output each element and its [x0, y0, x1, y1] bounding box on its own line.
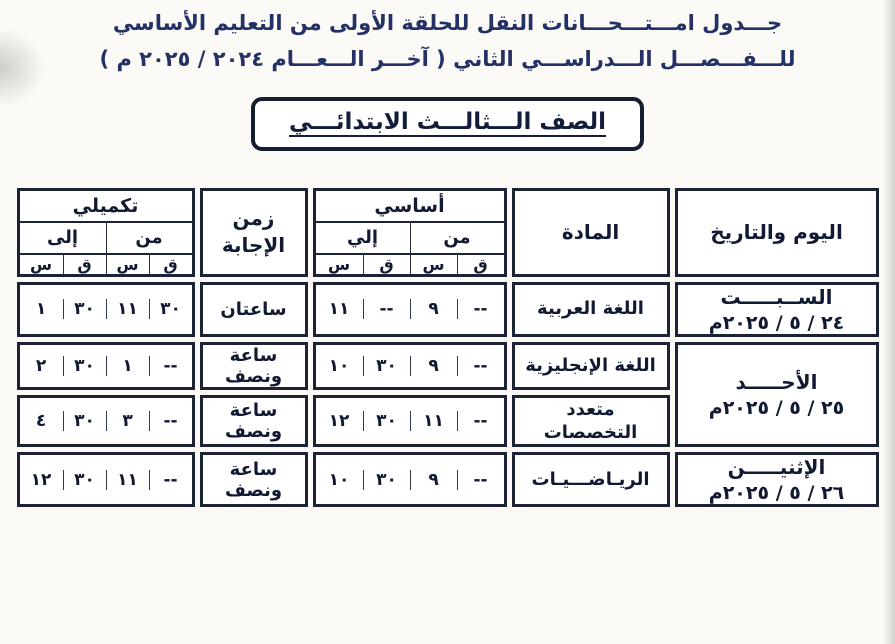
day-name: الأحـــــد: [735, 369, 818, 394]
answer-time-cell: [200, 282, 308, 337]
basic-from-hours: ٩: [410, 356, 457, 376]
supplementary-from-minutes: --: [149, 411, 192, 431]
basic-from-hours: ١١: [410, 411, 457, 431]
day-date: ٢٦ / ٥ / ٢٠٢٥م: [708, 482, 845, 505]
header-basic-section: [313, 188, 507, 277]
answer-time-cell: [200, 452, 308, 507]
basic-from-minutes: --: [457, 411, 504, 431]
supplementary-to-minutes: ٣٠: [63, 411, 106, 431]
grade-title: الصف الـــثالـــث الابتدائـــي: [289, 108, 606, 135]
grade-box: [251, 97, 644, 151]
basic-to-hours: ١١: [328, 299, 350, 319]
supplementary-to-minutes: ٣٠: [63, 356, 106, 376]
supplementary-from-hours: ٣: [106, 411, 149, 431]
basic-to-hours-label: س: [327, 254, 351, 274]
basic-to-label: إلي: [346, 227, 379, 248]
supplementary-from-hours: ١١: [106, 299, 149, 319]
header-day-date-cell: [675, 188, 879, 277]
day-date: ٢٥ / ٥ / ٢٠٢٥م: [708, 396, 845, 419]
basic-to-minutes: ٣٠: [363, 470, 410, 490]
subject-name: اللغة العربية: [537, 298, 644, 320]
table-row: [17, 452, 879, 507]
basic-from-to-row: [316, 223, 504, 255]
basic-from-label: من: [410, 223, 504, 253]
supplementary-from-minutes: --: [149, 356, 192, 376]
header-day-date-label: اليوم والتاريخ: [710, 220, 843, 244]
answer-time-label: زمن الإجابة: [221, 206, 286, 257]
answer-time-cell: [200, 342, 308, 390]
subject-cell: [512, 395, 670, 448]
supplementary-times-cell: [17, 395, 195, 448]
supplementary-from-to-row: [20, 223, 192, 255]
basic-to-minutes: ٣٠: [363, 356, 410, 376]
basic-times-cell: [313, 342, 507, 390]
basic-from-minutes: --: [457, 356, 504, 376]
subject-name: اللغة الإنجليزية: [525, 354, 656, 376]
subject-cell: [512, 282, 670, 337]
basic-units-row: [316, 255, 504, 274]
supplementary-to-minutes-label: ق: [63, 255, 106, 274]
header-answer-time-cell: [200, 188, 308, 277]
day-date: ٢٤ / ٥ / ٢٠٢٥م: [708, 311, 845, 334]
supplementary-to-label: إلى: [46, 227, 79, 248]
basic-to-minutes: ٣٠: [363, 411, 410, 431]
day-cell: [675, 342, 879, 448]
document-header: [0, 0, 895, 73]
supplementary-to-hours: ١: [35, 299, 47, 319]
day-cell: [675, 452, 879, 507]
supplementary-from-minutes: --: [149, 470, 192, 490]
supplementary-from-hours-label: س: [106, 255, 149, 274]
basic-to-minutes: --: [363, 299, 410, 319]
supplementary-times-cell: [17, 342, 195, 390]
basic-from-minutes-label: ق: [457, 255, 504, 274]
supplementary-to-hours: ١٢: [30, 469, 52, 490]
subject-name: الريـاضـــيـات: [531, 469, 650, 491]
exam-title-line2: للـــفـــصـــل الـــدراســـي الثاني ( آخـــر الـــعـــام ٢٠٢٤ / ٢٠٢٥ م ): [99, 47, 796, 72]
supplementary-from-minutes: ٣٠: [149, 299, 192, 319]
basic-from-minutes: --: [457, 470, 504, 490]
supplementary-times-cell: [17, 452, 195, 507]
exam-title-line1: جـــدول امـــتـــحـــانات النقل للحلقة الأولى من التعليم الأساسي: [112, 11, 783, 35]
day-name: الإثنيـــــن: [727, 455, 826, 480]
answer-time-value: ساعة ونصف: [224, 458, 283, 501]
basic-to-hours: ١٠: [328, 355, 350, 376]
header-row: [17, 188, 879, 277]
supplementary-section-label: تكميلي: [20, 191, 192, 223]
supplementary-times-cell: [17, 282, 195, 337]
exam-schedule-table: [12, 183, 884, 513]
basic-to-hours: ١٠: [328, 469, 350, 490]
answer-time-value: ساعتان: [220, 298, 287, 320]
basic-times-cell: [313, 395, 507, 448]
answer-time-value: ساعة ونصف: [224, 399, 283, 442]
subject-cell: [512, 452, 670, 507]
supplementary-from-label: من: [106, 223, 192, 253]
supplementary-from-minutes-label: ق: [149, 255, 192, 274]
basic-times-cell: [313, 452, 507, 507]
header-subject-cell: [512, 188, 670, 277]
header-subject-label: المادة: [561, 220, 620, 244]
subject-cell: [512, 342, 670, 390]
supplementary-to-hours: ٢: [35, 355, 47, 376]
basic-from-hours: ٩: [410, 299, 457, 319]
basic-from-hours: ٩: [410, 470, 457, 490]
supplementary-to-minutes: ٣٠: [63, 470, 106, 490]
supplementary-units-row: [20, 255, 192, 274]
basic-to-hours: ١٢: [328, 410, 350, 431]
table-row: [17, 282, 879, 337]
answer-time-cell: [200, 395, 308, 448]
basic-from-minutes: --: [457, 299, 504, 319]
supplementary-to-minutes: ٣٠: [63, 299, 106, 319]
answer-time-value: ساعة ونصف: [224, 344, 283, 387]
basic-section-label: أساسي: [316, 191, 504, 223]
basic-to-minutes-label: ق: [363, 255, 410, 274]
day-name: الســبـــــت: [720, 284, 833, 309]
subject-name: متعدد التخصصات: [543, 398, 638, 443]
basic-times-cell: [313, 282, 507, 337]
table-row: [17, 342, 879, 390]
scan-edge: [883, 0, 895, 644]
day-cell: [675, 282, 879, 337]
header-supplementary-section: [17, 188, 195, 277]
basic-from-hours-label: س: [410, 255, 457, 274]
supplementary-from-hours: ١١: [106, 470, 149, 490]
supplementary-to-hours-label: س: [29, 254, 53, 274]
supplementary-to-hours: ٤: [35, 410, 47, 431]
supplementary-from-hours: ١: [106, 356, 149, 376]
